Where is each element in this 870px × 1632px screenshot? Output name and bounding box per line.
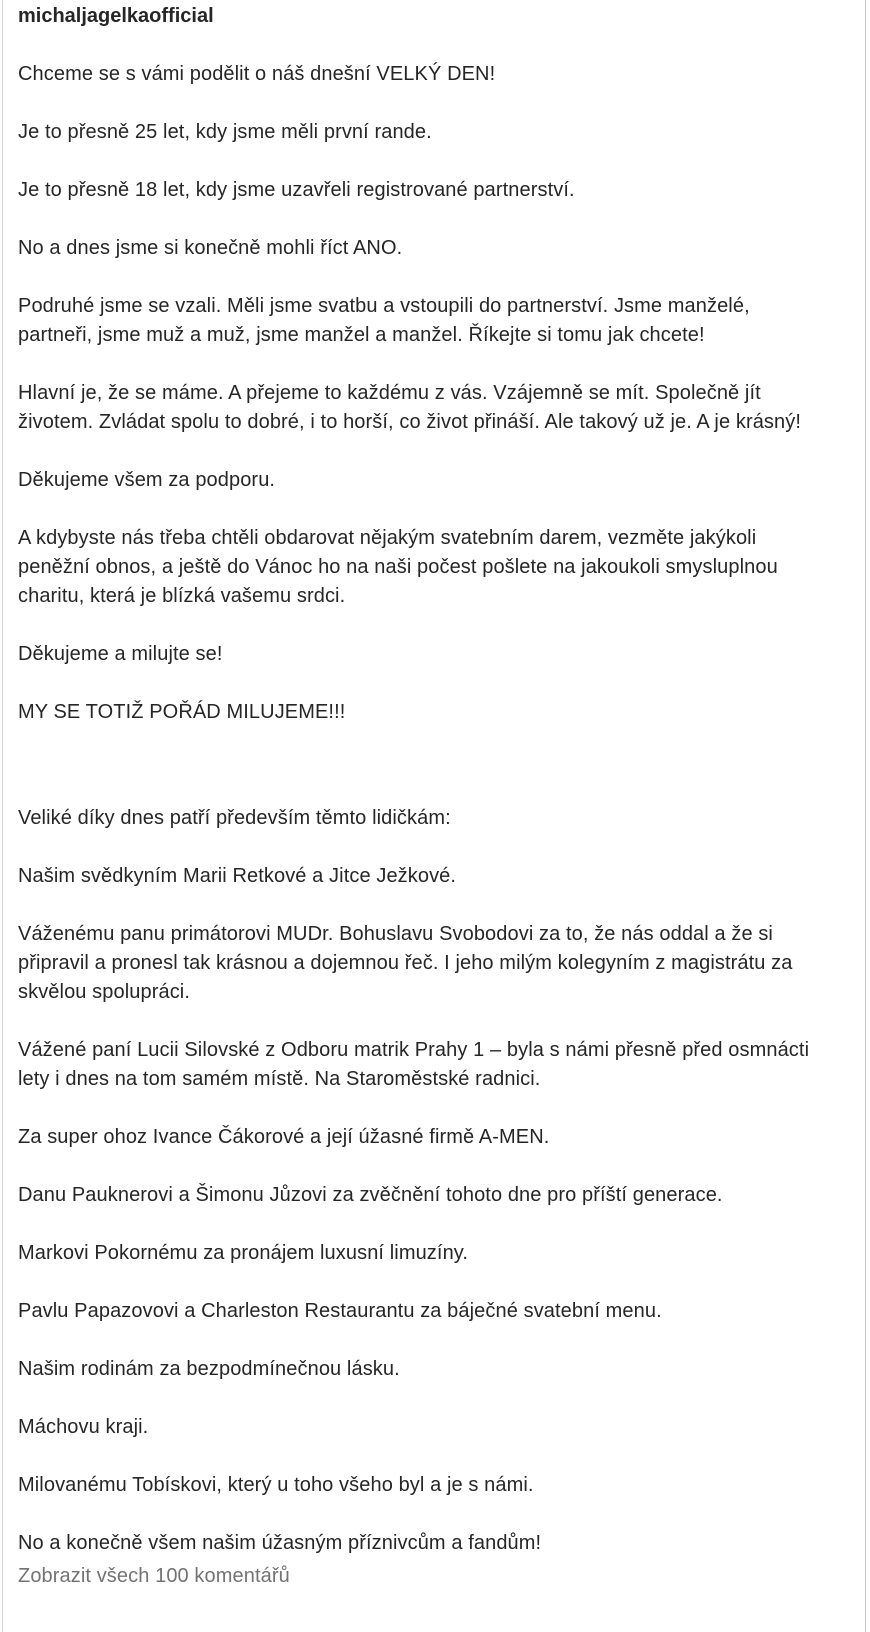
caption-paragraph: Milovanému Tobískovi, který u toho všeho byl a je s námi.: [18, 1474, 534, 1496]
caption-paragraph: Našim svědkyním Marii Retkové a Jitce Ježkové.: [18, 865, 457, 887]
caption-paragraph: Podruhé jsme se vzali. Měli jsme svatbu a vstoupili do partnerství. Jsme manželé, partneři, jsme muž a muž, jsme manžel a manžel. Říkejte si tomu jak chcete!: [18, 295, 750, 346]
caption-blank-line: [18, 756, 821, 804]
caption-paragraph: MY SE TOTIŽ POŘÁD MILUJEME!!!: [18, 701, 346, 723]
caption-paragraph: Hlavní je, že se máme. A přejeme to každému z vás. Vzájemně se mít. Společně jít životem. Zvládat spolu to dobré, i to horší, co život přináší. Ale takový už je. A je krásný!: [18, 382, 802, 433]
caption-paragraph: No a konečně všem našim úžasným příznivcům a fandům!: [18, 1532, 542, 1554]
caption-paragraph: Pavlu Papazovovi a Charleston Restaurantu za báječné svatební menu.: [18, 1300, 662, 1322]
caption-paragraph: Děkujeme všem za podporu.: [18, 469, 276, 491]
caption-paragraph: Danu Pauknerovi a Šimonu Jůzovi za zvěčnění tohoto dne pro příští generace.: [18, 1184, 723, 1206]
caption-paragraph: No a dnes jsme si konečně mohli říct ANO.: [18, 237, 403, 259]
caption-paragraph: Váženému panu primátorovi MUDr. Bohuslavu Svobodovi za to, že nás oddal a že si připravil a pronesl tak krásnou a dojemnou řeč. I jeho milým kolegyním z magistrátu za skvělou spolupráci.: [18, 923, 793, 1003]
caption-paragraph: Za super ohoz Ivance Čákorové a její úžasné firmě A-MEN.: [18, 1126, 550, 1148]
post-caption-text: [18, 60, 821, 1591]
caption-paragraph: Je to přesně 25 let, kdy jsme měli první rande.: [18, 121, 432, 143]
caption-paragraph: Je to přesně 18 let, kdy jsme uzavřeli registrované partnerství.: [18, 179, 575, 201]
caption-paragraph: Markovi Pokornému za pronájem luxusní limuzíny.: [18, 1242, 469, 1264]
view-all-comments-link[interactable]: Zobrazit všech 100 komentářů: [18, 1565, 290, 1587]
post-author-username[interactable]: michaljagelkaofficial: [18, 5, 214, 27]
caption-paragraph: Děkujeme a milujte se!: [18, 643, 223, 665]
caption-paragraph: Chceme se s vámi podělit o náš dnešní VELKÝ DEN!: [18, 63, 496, 85]
caption-paragraph: Vážené paní Lucii Silovské z Odboru matrik Prahy 1 – byla s námi přesně před osmnácti lety i dnes na tom samém místě. Na Staroměstské radnici.: [18, 1039, 810, 1090]
caption-paragraph: Našim rodinám za bezpodmínečnou lásku.: [18, 1358, 400, 1380]
post-caption-panel: [2, 0, 866, 1632]
caption-paragraph: Máchovu kraji.: [18, 1416, 149, 1438]
caption-paragraph: Veliké díky dnes patří především těmto lidičkám:: [18, 807, 451, 829]
caption-paragraph: A kdybyste nás třeba chtěli obdarovat nějakým svatebním darem, vezměte jakýkoli peněžní obnos, a ještě do Vánoc ho na naši počest pošlete na jakoukoli smysluplnou charitu, která je blízká vašemu srdci.: [18, 527, 778, 607]
